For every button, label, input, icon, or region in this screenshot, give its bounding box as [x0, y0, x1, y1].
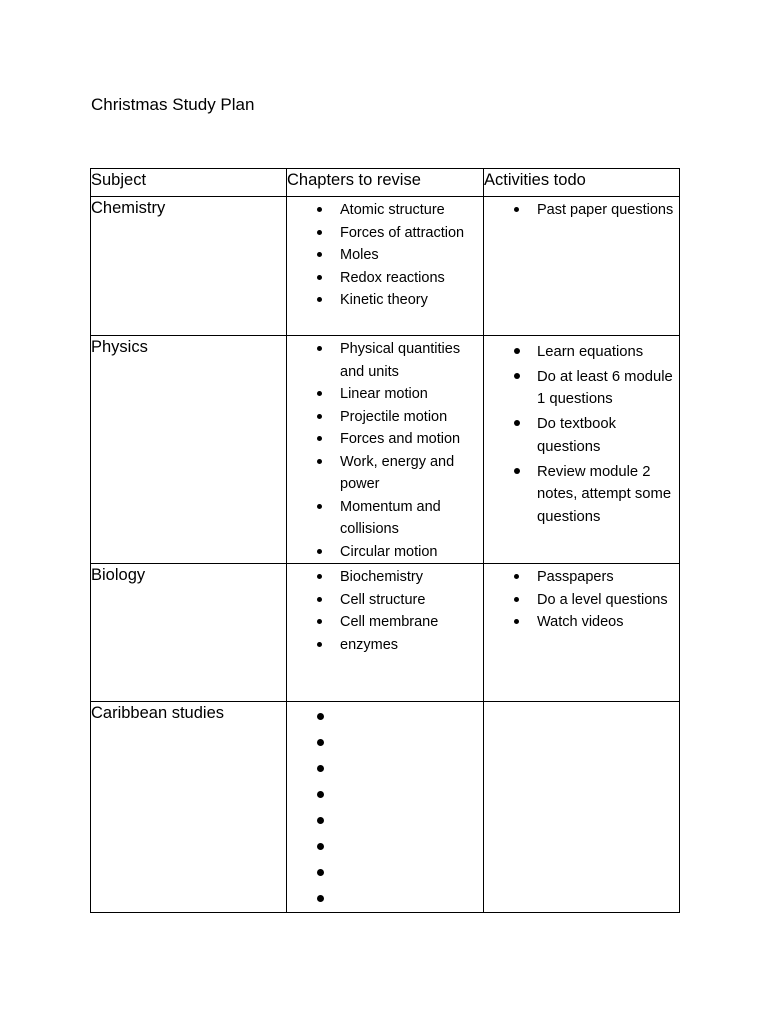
- table-row: [91, 197, 680, 336]
- list-item: Watch videos: [484, 611, 675, 634]
- list-item: Cell membrane: [287, 611, 479, 634]
- chapters-list: [287, 197, 483, 312]
- subject-cell: Chemistry: [91, 197, 287, 336]
- list-item: [287, 782, 479, 808]
- list-item: [287, 834, 479, 860]
- chapters-list: [287, 336, 483, 563]
- list-item: Past paper questions: [484, 199, 675, 222]
- table-header-row: [91, 169, 680, 197]
- list-item: Moles: [287, 244, 479, 267]
- bullet-icon: [317, 817, 324, 824]
- chapters-list: [287, 702, 483, 912]
- list-item: Momentum and collisions: [287, 496, 479, 541]
- chapters-list: [287, 564, 483, 656]
- bullet-icon: [317, 895, 324, 902]
- bullet-icon: [317, 791, 324, 798]
- column-header-activities: Activities todo: [484, 169, 680, 197]
- bullet-icon: [514, 619, 519, 624]
- chapters-cell: [287, 564, 484, 702]
- subject-cell: Biology: [91, 564, 287, 702]
- chapters-cell: [287, 336, 484, 564]
- activities-cell: [484, 564, 680, 702]
- list-item: Review module 2 notes, attempt some questions: [484, 461, 675, 529]
- list-item: Cell structure: [287, 589, 479, 612]
- list-item: [287, 860, 479, 886]
- bullet-icon: [317, 713, 324, 720]
- activities-cell: [484, 197, 680, 336]
- bullet-icon: [317, 642, 322, 647]
- study-plan-table: [90, 168, 680, 913]
- chapters-cell: [287, 197, 484, 336]
- bullet-icon: [317, 207, 322, 212]
- list-item: [287, 704, 479, 730]
- bullet-icon: [317, 346, 322, 351]
- bullet-icon: [317, 869, 324, 876]
- list-item: Work, energy and power: [287, 451, 479, 496]
- bullet-icon: [317, 275, 322, 280]
- list-item: [287, 756, 479, 782]
- list-item: Do a level questions: [484, 589, 675, 612]
- subject-cell: Caribbean studies: [91, 702, 287, 913]
- bullet-icon: [317, 765, 324, 772]
- list-item: Do textbook questions: [484, 413, 675, 458]
- page-title: Christmas Study Plan: [91, 95, 255, 114]
- subject-cell: Physics: [91, 336, 287, 564]
- table-row: [91, 336, 680, 564]
- bullet-icon: [317, 549, 322, 554]
- bullet-icon: [317, 619, 322, 624]
- bullet-icon: [514, 373, 520, 379]
- list-item: Atomic structure: [287, 199, 479, 222]
- bullet-icon: [317, 414, 322, 419]
- activities-list: [484, 564, 679, 634]
- bullet-icon: [317, 574, 322, 579]
- bullet-icon: [317, 459, 322, 464]
- activities-list: [484, 197, 679, 222]
- list-item: Learn equations: [484, 341, 675, 364]
- bullet-icon: [317, 252, 322, 257]
- activities-cell: [484, 336, 680, 564]
- activities-list: [484, 336, 679, 528]
- column-header-subject: Subject: [91, 169, 287, 197]
- chapters-cell: [287, 702, 484, 913]
- activities-cell: [484, 702, 680, 913]
- bullet-icon: [514, 574, 519, 579]
- table-row: [91, 564, 680, 702]
- column-header-chapters: Chapters to revise: [287, 169, 484, 197]
- bullet-icon: [317, 843, 324, 850]
- bullet-icon: [514, 207, 519, 212]
- list-item: enzymes: [287, 634, 479, 657]
- list-item: Projectile motion: [287, 406, 479, 429]
- table-row: [91, 702, 680, 913]
- bullet-icon: [317, 597, 322, 602]
- list-item: Redox reactions: [287, 267, 479, 290]
- list-item: Kinetic theory: [287, 289, 479, 312]
- list-item: [287, 808, 479, 834]
- bullet-icon: [317, 391, 322, 396]
- bullet-icon: [317, 739, 324, 746]
- list-item: Passpapers: [484, 566, 675, 589]
- bullet-icon: [514, 420, 520, 426]
- list-item: Do at least 6 module 1 questions: [484, 366, 675, 411]
- list-item: [287, 730, 479, 756]
- bullet-icon: [317, 230, 322, 235]
- bullet-icon: [317, 436, 322, 441]
- list-item: [287, 886, 479, 912]
- list-item: Linear motion: [287, 383, 479, 406]
- list-item: Forces and motion: [287, 428, 479, 451]
- bullet-icon: [317, 297, 322, 302]
- bullet-icon: [514, 348, 520, 354]
- list-item: Physical quantities and units: [287, 338, 479, 383]
- list-item: Circular motion: [287, 541, 479, 564]
- list-item: Biochemistry: [287, 566, 479, 589]
- bullet-icon: [317, 504, 322, 509]
- list-item: Forces of attraction: [287, 222, 479, 245]
- bullet-icon: [514, 468, 520, 474]
- bullet-icon: [514, 597, 519, 602]
